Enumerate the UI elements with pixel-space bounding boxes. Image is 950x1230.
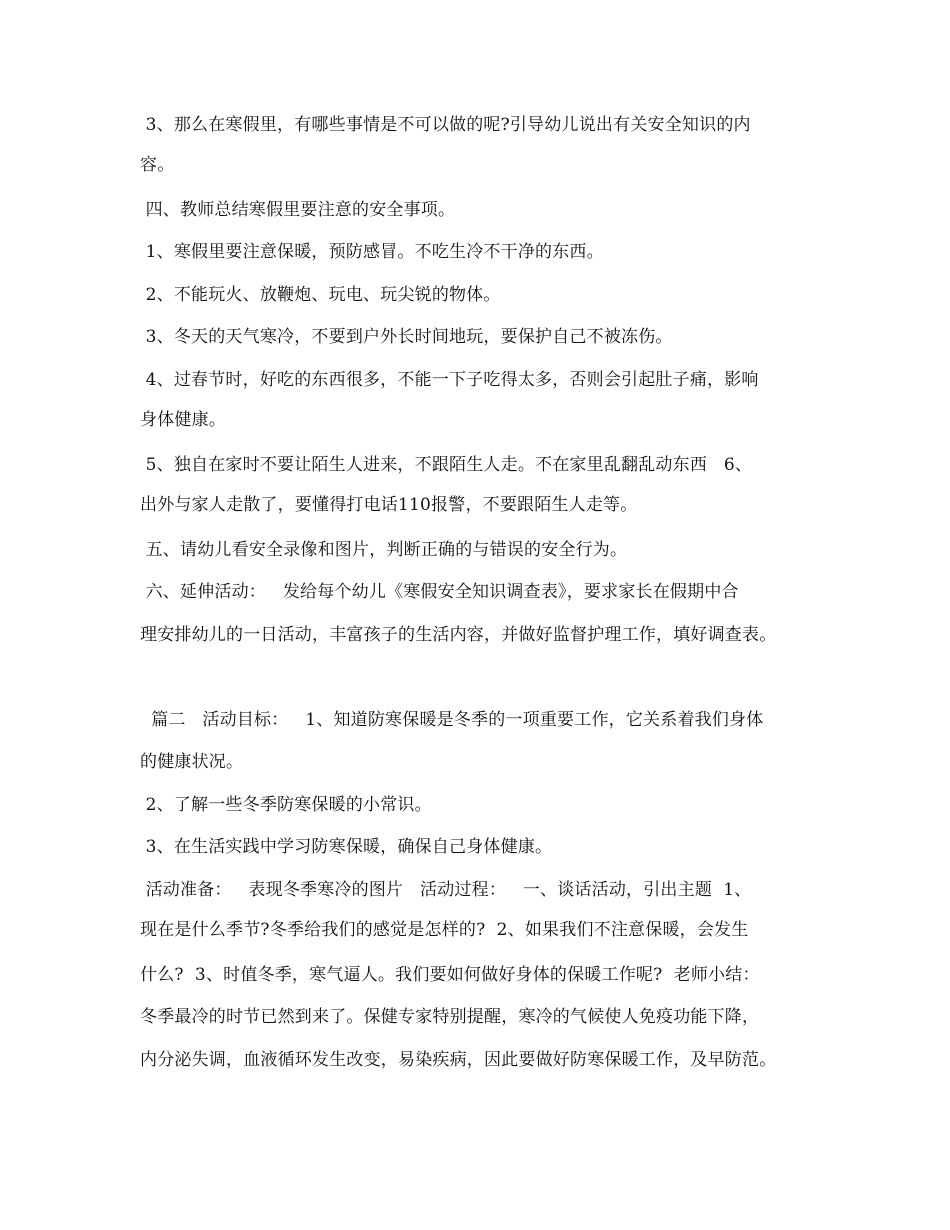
text-line: 活动准备： 表现冬季寒冷的图片 活动过程： 一、谈话活动，引出主题 1、 [140,880,752,900]
text-line: 3、在生活实践中学习防寒保暖，确保自己身体健康。 [140,837,553,857]
text-line: 内分泌失调，血液循环发生改变，易染疾病，因此要做好防寒保暖工作，及早防范。 [140,1050,777,1070]
text-line: 2、不能玩火、放鞭炮、玩电、玩尖锐的物体。 [140,285,501,305]
text-line: 四、教师总结寒假里要注意的安全事项。 [140,200,456,220]
text-line: 身体健康。 [140,410,226,430]
text-line: 理安排幼儿的一日活动，丰富孩子的生活内容，并做好监督护理工作，填好调查表。 [140,625,777,645]
text-line: 4、过春节时，好吃的东西很多，不能一下子吃得太多，否则会引起肚子痛，影响 [140,370,759,390]
text-line: 什么? 3、时值冬季，寒气逼人。我们要如何做好身体的保暖工作呢? 老师小结： [140,965,760,985]
text-line: 的健康状况。 [140,752,244,772]
text-line: 六、延伸活动： 发给每个幼儿《寒假安全知识调查表》，要求家长在假期中合 [140,582,739,602]
text-line: 容。 [140,155,175,175]
text-line: 1、寒假里要注意保暖，预防感冒。不吃生冷不干净的东西。 [140,242,604,262]
text-line: 出外与家人走散了，要懂得打电话110报警，不要跟陌生人走等。 [140,495,638,515]
text-line: 篇二 活动目标： 1、知道防寒保暖是冬季的一项重要工作，它关系着我们身体 [140,710,764,730]
text-line: 五、请幼儿看安全录像和图片，判断正确的与错误的安全行为。 [140,540,628,560]
text-line: 3、冬天的天气寒冷，不要到户外长时间地玩，要保护自己不被冻伤。 [140,327,673,347]
text-line: 3、那么在寒假里，有哪些事情是不可以做的呢?引导幼儿说出有关安全知识的内 [140,115,751,135]
text-line: 2、了解一些冬季防寒保暖的小常识。 [140,795,432,815]
text-line: 冬季最冷的时节已然到来了。保健专家特别提醒，寒冷的气候使人免疫功能下降， [140,1007,760,1027]
text-line: 现在是什么季节?冬季给我们的感觉是怎样的? 2、如果我们不注意保暖，会发生 [140,920,749,940]
text-line: 5、独自在家时不要让陌生人进来，不跟陌生人走。不在家里乱翻乱动东西 6、 [140,455,753,475]
